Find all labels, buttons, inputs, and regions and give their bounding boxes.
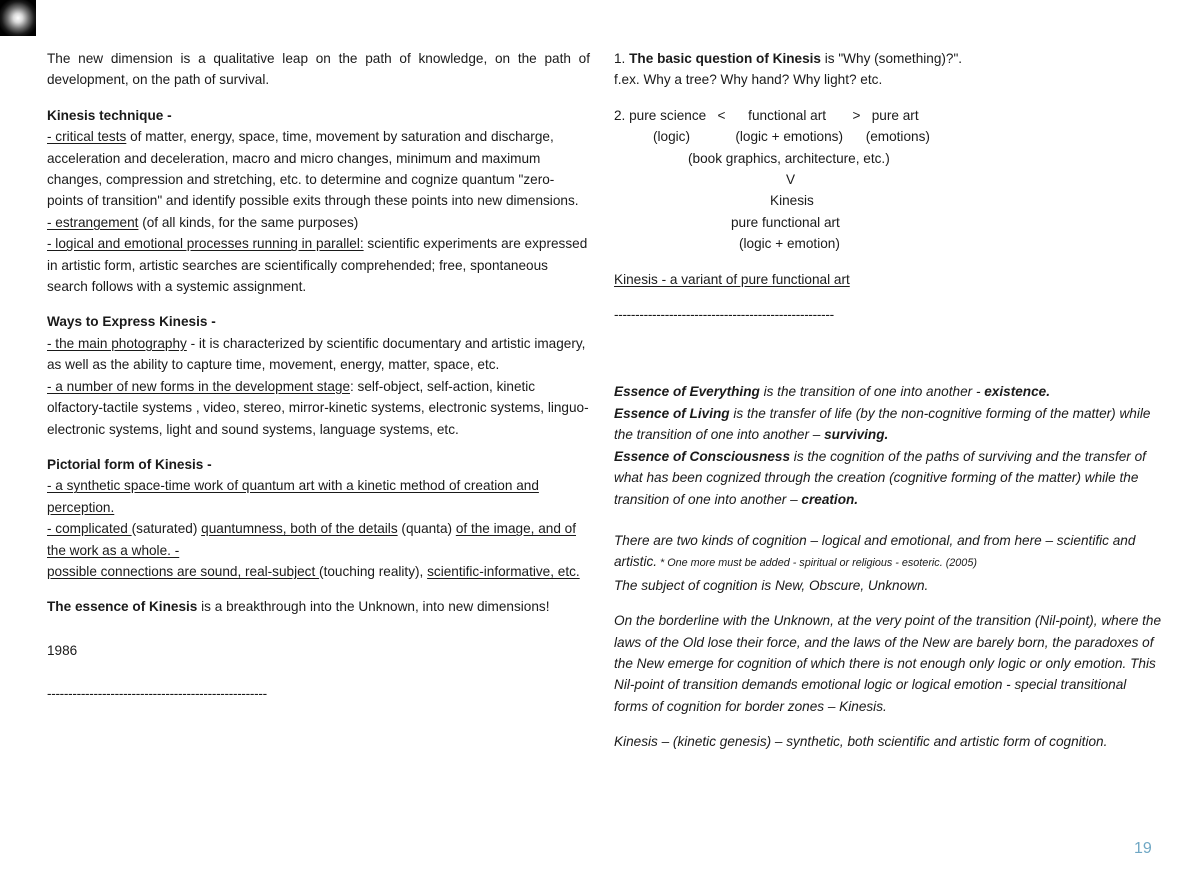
pictorial-heading: Pictorial form of Kinesis - bbox=[47, 456, 212, 472]
year-label: 1986 bbox=[47, 642, 78, 658]
page-number: 19 bbox=[1134, 840, 1152, 857]
pictorial-link: possible connections are sound, real-subject bbox=[47, 563, 320, 579]
pictorial-link: scientific-informative, etc. bbox=[427, 563, 580, 579]
essence-paragraph: The essence of Kinesis is a breakthrough into the Unknown, into new dimensions! bbox=[47, 599, 550, 615]
left-divider: ---------------------------------------------------- bbox=[47, 686, 267, 702]
ways-heading: Ways to Express Kinesis - bbox=[47, 314, 216, 330]
variant-line: Kinesis - a variant of pure functional art bbox=[614, 271, 850, 287]
left-column bbox=[47, 48, 590, 705]
right-divider: ---------------------------------------------------- bbox=[614, 307, 834, 323]
pictorial-item: possible connections are sound, real-subject (touching reality), scientific-informative, etc. bbox=[47, 563, 580, 579]
pictorial-link: - a synthetic space-time work of quantum art with a kinetic method of creation and perception. bbox=[47, 478, 539, 515]
technique-heading: Kinesis technique - bbox=[47, 107, 172, 123]
diagram-logic-emotion: (logic + emotion) bbox=[739, 236, 840, 252]
kinesis-definition: Kinesis – (kinetic genesis) – synthetic, both scientific and artistic form of cognition. bbox=[614, 734, 1108, 750]
cognition-note: * One more must be added - spiritual or religious - esoteric. (2005) bbox=[657, 557, 977, 570]
pictorial-link: quantumness, both of the details bbox=[201, 521, 398, 537]
diagram-row-3: (book graphics, architecture, etc.) bbox=[688, 150, 890, 166]
pictorial-item: - complicated (saturated) quantumness, both of the details (quanta) of the image, and of the work as a whole. - bbox=[47, 521, 576, 558]
essence-everything: Essence of Everything is the transition of one into another - existence. bbox=[614, 384, 1050, 400]
technique-item: - logical and emotional processes running in parallel: scientific experiments are expressed in artistic form, artistic searches are scientifically comprehended; free, spontaneous search follows with a systemic assignment. bbox=[47, 236, 588, 295]
ways-item: - the main photography - it is characterized by scientific documentary and artistic imagery, as well as the ability to capture time, movement, energy, matter, space, etc. bbox=[47, 335, 586, 373]
pictorial-item bbox=[47, 475, 590, 518]
diagram-pure-functional: pure functional art bbox=[731, 214, 840, 230]
diagram-arrow: V bbox=[786, 172, 796, 188]
intro-paragraph: The new dimension is a qualitative leap on the path of knowledge, on the path of development, on the path of survival. bbox=[47, 51, 590, 88]
diagram-row-2: (logic) (logic + emotions) (emotions) bbox=[653, 129, 930, 145]
cognition-kinds: There are two kinds of cognition – logical and emotional, and from here – scientific and artistic. * One more must be added - spiritual or religious - esoteric. (2005) bbox=[614, 532, 1136, 570]
technique-item: - critical tests of matter, energy, space, time, movement by saturation and discharge, acceleration and deceleration, macro and micro changes, minimum and maximum changes, compression and stretching, etc. to determine and cognize quantum "zero-points of transition" and identify possible exits through these points into new dimensions. bbox=[47, 129, 579, 209]
right-column bbox=[614, 48, 1162, 753]
technique-link: - estrangement bbox=[47, 214, 139, 230]
cognition-subject: The subject of cognition is New, Obscure, Unknown. bbox=[614, 577, 929, 593]
essence-block bbox=[614, 381, 1162, 509]
ways-item: - a number of new forms in the development stage: self-object, self-action, kinetic olfactory-tactile systems , video, stereo, mirror-kinetic systems, electronic systems, linguo-electronic systems, light and sound systems, language systems, etc. bbox=[47, 378, 589, 437]
corner-gradient-mark bbox=[0, 0, 36, 36]
essence-consciousness: Essence of Consciousness is the cognition of the paths of surviving and the transfer of what has been cognized through the creation (cognitive forming of the matter) while the transition of one into another – creation. bbox=[614, 448, 1146, 507]
basic-question: 1. The basic question of Kinesis is "Why (something)?". bbox=[614, 51, 963, 66]
ways-link: - a number of new forms in the development stage bbox=[47, 378, 350, 394]
pictorial-link: of the image, and of the work as a whole. - bbox=[47, 521, 576, 558]
art-diagram bbox=[614, 105, 1162, 255]
technique-link: - critical tests bbox=[47, 129, 127, 145]
diagram-row-1: 2. pure science < functional art > pure art bbox=[614, 107, 919, 123]
technique-item: - estrangement (of all kinds, for the same purposes) bbox=[47, 214, 359, 230]
diagram-kinesis: Kinesis bbox=[770, 193, 814, 209]
pictorial-link: - complicated bbox=[47, 521, 132, 537]
basic-question-example: f.ex. Why a tree? Why hand? Why light? etc. bbox=[614, 72, 883, 88]
ways-link: - the main photography bbox=[47, 335, 187, 351]
technique-link: - logical and emotional processes running in parallel: bbox=[47, 236, 364, 252]
essence-living: Essence of Living is the transfer of life (by the non-cognitive forming of the matter) while the transition of one into another – surviving. bbox=[614, 405, 1151, 443]
borderline-paragraph: On the borderline with the Unknown, at the very point of the transition (Nil-point), where the laws of the Old lose their force, and the laws of the New are barely born, the paradoxes of the New emerge for cognition of which there is not enough only logic or only emotion. This Nil-point of transition demands emotional logic or logical emotion - special transitional forms of cognition for border zones – Kinesis. bbox=[614, 613, 1162, 714]
